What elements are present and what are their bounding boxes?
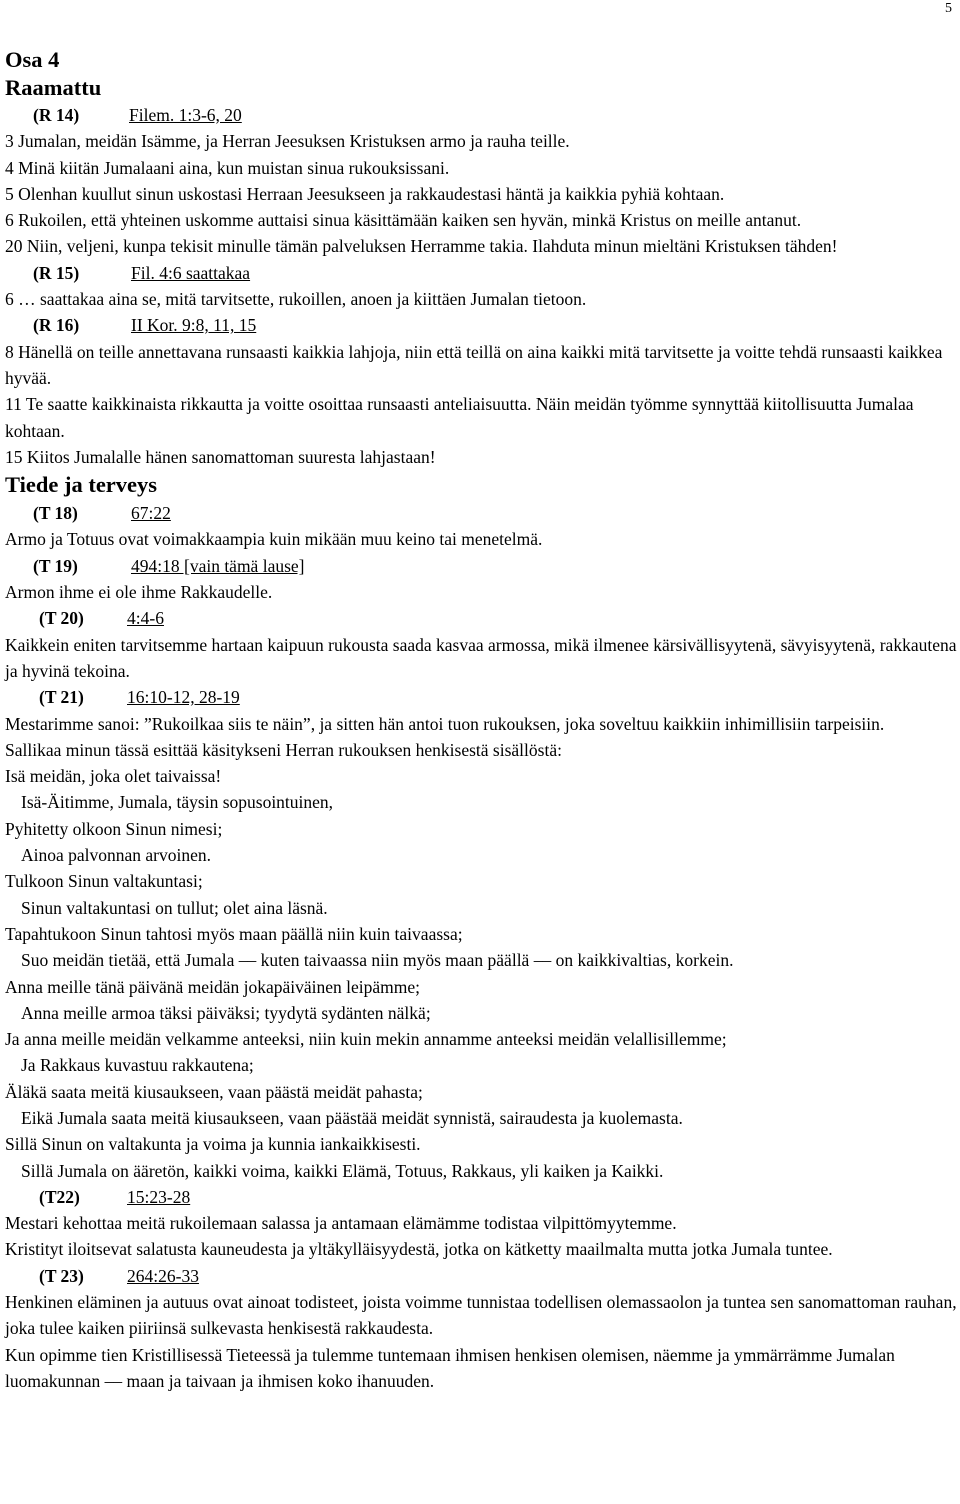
prayer-gloss: Ainoa palvonnan arvoinen. [21, 845, 212, 866]
reference-line [5, 684, 957, 710]
reference-line [5, 605, 957, 631]
reference-citation: Filem. 1:3-6, 20 [129, 105, 242, 125]
prayer-line: Isä meidän, joka olet taivaissa! [5, 766, 222, 787]
passage-line: Armon ihme ei ole ihme Rakkaudelle. [5, 582, 273, 603]
passage-line: Kristityt iloitsevat salatusta kauneudesta ja yltäkylläisyydestä, jotka on kätketty maailmalta mutta jotka Jumala tuntee. [5, 1239, 833, 1260]
reference-code: (R 15) [33, 262, 80, 283]
passage-line: Sallikaa minun tässä esittää käsitykseni Herran rukouksen henkisestä sisällöstä: [5, 739, 562, 760]
bible-heading: Raamattu [5, 75, 102, 100]
prayer-line: Ja anna meille meidän velkamme anteeksi, niin kuin mekin annamme anteeksi meidän velallisillemme; [5, 1029, 727, 1050]
passage-line: Kaikkein eniten tarvitsemme hartaan kaipuun rukousta saada kasvaa armossa, mikä ilmenee kärsivällisyytenä, sävyisyytenä, rakkautena ja hyvinä tekoina. [5, 634, 957, 681]
section-heading: Osa 4 [5, 47, 60, 72]
prayer-line: Tulkoon Sinun valtakuntasi; [5, 871, 203, 892]
verse-line: 20 Niin, veljeni, kunpa tekisit minulle tämän palveluksen Herramme takia. Ilahduta minun mieltäni Kristuksen tähden! [5, 236, 838, 257]
passage-line: Mestarimme sanoi: ”Rukoilkaa siis te näin”, ja sitten hän antoi tuon rukouksen, joka soveltuu kaikkiin inhimillisiin tarpeisiin. [5, 713, 885, 734]
passage-line: Mestari kehottaa meitä rukoilemaan salassa ja antamaan elämämme todistaa vilpittömyytemme. [5, 1213, 677, 1234]
reference-citation: 15:23-28 [127, 1186, 191, 1207]
reference-code: (T 23) [39, 1265, 84, 1286]
reference-line [5, 500, 957, 526]
prayer-line: Tapahtukoon Sinun tahtosi myös maan päällä niin kuin taivaassa; [5, 923, 463, 944]
reference-code: (R 16) [33, 315, 80, 336]
verse-line: 8 Hänellä on teille annettavana runsaasti kaikkia lahjoja, niin että teillä on aina kaikki mitä tarvitsette ja voitte tehdä runsaasti kaikkea hyvää. [5, 341, 943, 388]
prayer-gloss: Eikä Jumala saata meitä kiusaukseen, vaan päästää meidät synnistä, sairaudesta ja kuolemasta. [21, 1107, 683, 1128]
verse-line: 15 Kiitos Jumalalle hänen sanomattoman suuresta lahjastaan! [5, 446, 436, 467]
prayer-gloss: Anna meille armoa täksi päiväksi; tyydytä sydänten nälkä; [21, 1002, 431, 1023]
reference-line [5, 102, 957, 128]
page-number: 5 [945, 1, 952, 16]
verse-line: 6 … saattakaa aina se, mitä tarvitsette, rukoillen, anoen ja kiittäen Jumalan tietoon. [5, 289, 587, 310]
document-body [5, 46, 957, 1394]
reference-code: (T 21) [39, 687, 84, 708]
prayer-line: Äläkä saata meitä kiusaukseen, vaan päästä meidät pahasta; [5, 1081, 423, 1102]
verse-line: 5 Olenhan kuullut sinun uskostasi Herraan Jeesukseen ja rakkaudestasi häntä ja kaikkia pyhiä kohtaan. [5, 183, 725, 204]
reference-code: (T 18) [33, 503, 78, 524]
prayer-gloss: Isä-Äitimme, Jumala, täysin sopusointuinen, [21, 792, 334, 813]
reference-citation: 494:18 [vain tämä lause] [131, 555, 305, 576]
prayer-line: Anna meille tänä päivänä meidän jokapäiväinen leipämme; [5, 976, 420, 997]
reference-code: (T 19) [33, 555, 78, 576]
science-heading: Tiede ja terveys [5, 472, 158, 498]
passage-line: Kun opimme tien Kristillisessä Tieteessä ja tulemme tuntemaan ihmisen henkisen olemisen, näemme ja ymmärrämme Jumalan luomakunnan –– maan ja taivaan ja ihmisen koko ihanuuden. [5, 1344, 895, 1391]
verse-line: 3 Jumalan, meidän Isämme, ja Herran Jeesuksen Kristuksen armo ja rauha teille. [5, 131, 570, 152]
prayer-gloss: Suo meidän tietää, että Jumala –– kuten taivaassa niin myös maan päällä –– on kaikkivaltias, korkein. [21, 950, 734, 971]
reference-citation: 4:4-6 [127, 608, 164, 629]
reference-code: (R 14) [33, 105, 80, 125]
reference-citation: 16:10-12, 28-19 [127, 687, 240, 708]
prayer-gloss: Sillä Jumala on ääretön, kaikki voima, kaikki Elämä, Totuus, Rakkaus, yli kaiken ja Kaikki. [21, 1160, 664, 1181]
reference-citation: 67:22 [131, 503, 171, 524]
prayer-line: Pyhitetty olkoon Sinun nimesi; [5, 818, 223, 839]
reference-line [5, 312, 957, 338]
prayer-gloss: Ja Rakkaus kuvastuu rakkautena; [21, 1055, 254, 1076]
reference-line [5, 260, 957, 286]
verse-line: 4 Minä kiitän Jumalaani aina, kun muistan sinua rukouksissani. [5, 157, 450, 178]
passage-line: Henkinen eläminen ja autuus ovat ainoat todisteet, joista voimme tunnistaa todellisen olemassaolon ja tuntea sen sanomattoman rauhan, joka tulee kaiken piiriinsä sulkevasta henkisestä rakkaudesta. [5, 1292, 957, 1339]
reference-citation: Fil. 4:6 saattakaa [131, 262, 251, 283]
verse-line: 11 Te saatte kaikkinaista rikkautta ja voitte osoittaa runsaasti anteliaisuutta. Näin meidän työmme synnyttää kiitollisuutta Jumalaa kohtaan. [5, 394, 914, 441]
reference-code: (T22) [39, 1186, 80, 1207]
reference-code: (T 20) [39, 608, 84, 629]
verse-line: 6 Rukoilen, että yhteinen uskomme auttaisi sinua käsittämään kaiken sen hyvän, minkä Kristus on meille antanut. [5, 210, 802, 231]
reference-line [5, 1263, 957, 1289]
reference-line [5, 553, 957, 579]
reference-citation: 264:26-33 [127, 1265, 199, 1286]
reference-citation: II Kor. 9:8, 11, 15 [131, 315, 257, 336]
prayer-line: Sillä Sinun on valtakunta ja voima ja kunnia iankaikkisesti. [5, 1134, 421, 1155]
passage-line: Armo ja Totuus ovat voimakkaampia kuin mikään muu keino tai menetelmä. [5, 529, 543, 550]
prayer-gloss: Sinun valtakuntasi on tullut; olet aina läsnä. [21, 897, 328, 918]
reference-line [5, 1184, 957, 1210]
